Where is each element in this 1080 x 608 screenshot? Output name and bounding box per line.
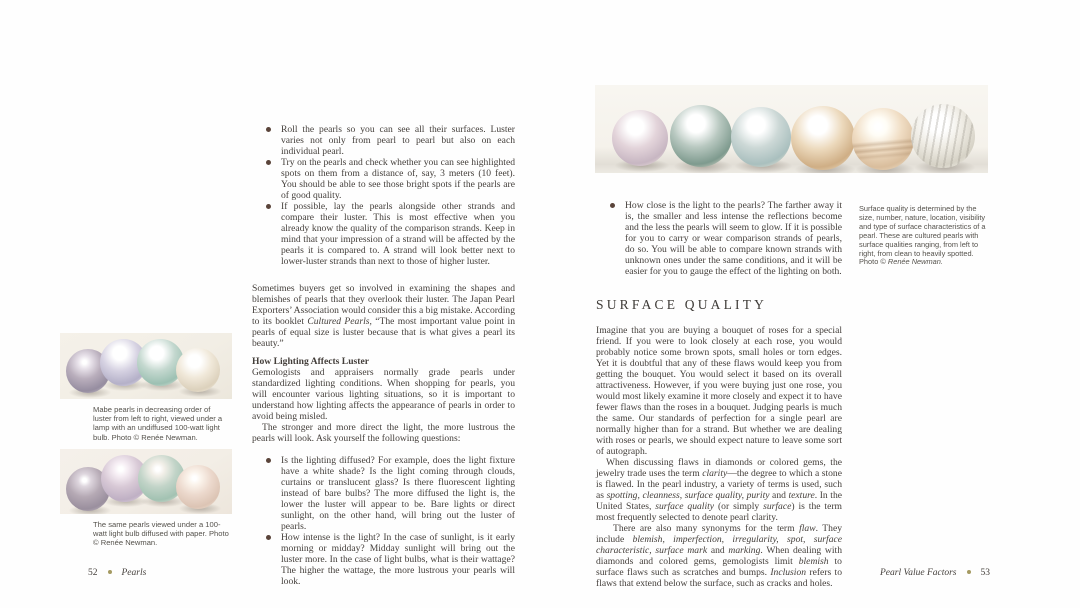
- bullet-icon: [266, 204, 271, 209]
- right-text-column: [596, 200, 842, 589]
- subheading-how-lighting-affects-luster: How Lighting Affects Luster: [252, 356, 369, 367]
- pearl: [670, 105, 732, 167]
- footer-dot-icon: [108, 570, 112, 574]
- lighting-questions-list-continued: [596, 200, 842, 277]
- bullet-text: [281, 157, 515, 201]
- text-run: to surface flaws such as scratches and bumps.: [596, 556, 842, 578]
- text-run: There are also many synonyms for the term: [613, 523, 800, 534]
- bullet-text: [281, 124, 515, 157]
- right-page-footer: [880, 568, 990, 578]
- italic-text-run: Renée Newman.: [887, 257, 943, 267]
- text-run: refers to flaws that extend below the surface, such as cracks and holes.: [596, 567, 842, 589]
- paragraph: [252, 422, 515, 444]
- bullet-icon: [266, 127, 271, 132]
- bullet-icon: [266, 160, 271, 165]
- paragraph: [252, 283, 515, 349]
- footer-dot-icon: [967, 570, 971, 574]
- pearl: [731, 107, 791, 167]
- mabe-pearls-undiffused-caption: Mabe pearls in decreasing order of luster from left to right, viewed under a lamp with an undiffused 100-watt light bulb. Photo © Renée Newman.: [93, 405, 223, 442]
- bullet-text: [625, 200, 842, 277]
- italic-text-run: flaw: [799, 523, 816, 534]
- text-run: When discussing flaws in diamonds or colored gems, the jewelry trade uses the term: [596, 457, 842, 479]
- text-run: Imagine that you are buying a bouquet of roses for a special friend. If you were to look closely at each rose, you would probably notice some brown spots, small holes or torn edges. Yet it is doubtful that any of these flaws would keep you from getting the bouquet. You would select it based on its overall attractiveness. However, if you were buying just one rose, you would most likely examine it more closely and expect it to have fewer flaws than the roses in a bouquet. Judging pearls is much the same. Our standards of perfection for a single pearl are normally higher than for a strand. But whether we are dealing with roses or pearls, we should expect nature to leave some sort of autograph.: [596, 325, 842, 457]
- italic-text-run: surface quality: [655, 501, 715, 512]
- paragraph: [596, 457, 842, 523]
- surface-quality-pearls-photo: [595, 85, 988, 173]
- left-figure-column: [60, 333, 232, 547]
- text-run: —the degree to which a stone is flawed. In the pearl industry, a variety of terms is used, such as: [596, 468, 842, 501]
- text-run: ) is the term most frequently selected to denote pearl clarity.: [596, 501, 842, 523]
- pearl: [176, 348, 220, 392]
- italic-text-run: blemish: [798, 556, 829, 567]
- pearl: [612, 110, 668, 166]
- text-run: Try on the pearls and check whether you can see highlighted spots on them from a distance of, say, 3 meters (10 feet). You should be able to see those bright spots if the pearls are of good quality.: [281, 157, 515, 201]
- surface-quality-paragraphs: [596, 325, 842, 589]
- italic-text-run: Cultured Pearls,: [307, 316, 372, 327]
- bullet-text: [281, 455, 515, 532]
- mabe-pearls-diffused-photo: [60, 449, 232, 514]
- running-title: Pearls: [121, 568, 147, 578]
- left-text-column: [252, 124, 515, 587]
- running-title: Pearl Value Factors: [879, 568, 957, 578]
- lighting-questions-list: [252, 455, 515, 587]
- page-number: 52: [88, 568, 98, 578]
- page-number: 53: [980, 568, 990, 578]
- text-run: If possible, lay the pearls alongside other strands and compare their luster. This is most effective when you already know the quality of the comparison strands. Keep in mind that your impression of a strand will be affected by the pearls it is compared to. A strand will look better next to lower-luster strands than next to those of higher luster.: [281, 201, 515, 267]
- italic-text-run: texture: [788, 490, 815, 501]
- bullet-item: [252, 124, 515, 157]
- text-run: . When dealing with diamonds and colored gems, gemologists limit: [596, 545, 842, 567]
- italic-text-run: spotting, cleanness, surface quality, purity: [606, 490, 770, 501]
- text-run: (or simply: [714, 501, 764, 512]
- italic-text-run: clarity: [702, 468, 728, 479]
- text-run: How intense is the light? In the case of sunlight, is it early morning or midday? Midday sunlight will bring out the luster more. In the case of light bulbs, what is their wattage? The higher the wattage, the more lustrous your pearls will look.: [281, 532, 515, 587]
- bullet-item: [252, 532, 515, 587]
- italic-text-run: surface: [763, 501, 792, 512]
- bullet-icon: [266, 458, 271, 463]
- bullet-text: [281, 532, 515, 587]
- paragraph: [596, 523, 842, 589]
- bullet-icon: [266, 535, 271, 540]
- paragraph: [596, 325, 842, 457]
- mabe-pearls-diffused-caption: The same pearls viewed under a 100-watt light bulb diffused with paper. Photo © Renée Newman.: [93, 519, 229, 548]
- italic-text-run: marking: [728, 545, 761, 556]
- text-run: How close is the light to the pearls? The farther away it is, the smaller and less intense the reflections become and the less the pearls will seem to glow. If it is possible for you to carry or wear comparison strands of pearls, do so. You will be able to compare known strands with unknown ones under the same conditions, and it will be easier for you to gauge the effect of the lighting on both.: [625, 200, 842, 277]
- text-run: The stronger and more direct the light, the more lustrous the pearls will look. Ask yourself the following questions:: [252, 422, 515, 444]
- surface-quality-photo-caption: [859, 205, 990, 267]
- text-run: . They include: [596, 523, 843, 545]
- text-run: Gemologists and appraisers normally grade pearls under standardized lighting conditions. When shopping for pearls, you will encounter various lighting situations, so it is important to understand how lighting affects the appearance of pearls in order to avoid being misled.: [252, 367, 515, 422]
- italic-text-run: blemish, imperfection, irregularity, spot, surface characteristic, surface mark: [596, 534, 843, 556]
- text-run: “The most important value point in pearls of equal size is luster because that is what gives a pearl its beauty.”: [252, 316, 516, 349]
- luster-checklist: [252, 124, 515, 267]
- text-run: Surface quality is determined by the size, number, nature, location, visibility and type of surface characteristics of a pearl. These are cultured pearls with surface qualities ranging, from left to right, from clean to heavily spotted. Photo ©: [859, 204, 986, 267]
- bullet-item: [252, 201, 515, 267]
- text-run: Sometimes buyers get so involved in examining the shapes and blemishes of pearls that they overlook their luster. The Japan Pearl Exporters’ Association would consider this a big mistake. According to its booklet: [252, 283, 515, 327]
- pearl: [791, 106, 855, 170]
- bullet-text: [281, 201, 515, 267]
- bullet-icon: [610, 203, 615, 208]
- pearl: [911, 104, 975, 168]
- bullet-item: [252, 157, 515, 201]
- pearl: [176, 465, 220, 509]
- text-run: Roll the pearls so you can see all their surfaces. Luster varies not only from pearl to pearl but also on each individual pearl.: [281, 124, 515, 157]
- right-page: [540, 0, 1080, 608]
- text-run: and: [769, 490, 789, 501]
- left-page-footer: [88, 568, 146, 578]
- italic-text-run: Inclusion: [770, 567, 807, 578]
- section-heading-surface-quality: SURFACE QUALITY: [596, 297, 768, 312]
- text-run: and: [707, 545, 729, 556]
- pearl: [852, 108, 914, 170]
- paragraph: [252, 367, 515, 422]
- text-run: Is the lighting diffused? For example, does the light fixture have a white shade? Is the light coming through clouds, curtains or translucent glass? Is there fluorescent lighting instead of bare bulbs? The more diffused the light is, the lower the luster will appear to be. Bare lights or direct sunlight, on the other hand, will bring out the luster of pearls.: [281, 455, 515, 532]
- bullet-item: [596, 200, 842, 277]
- bullet-item: [252, 455, 515, 532]
- text-run: . In the United States,: [596, 490, 842, 512]
- mabe-pearls-undiffused-photo: [60, 333, 232, 399]
